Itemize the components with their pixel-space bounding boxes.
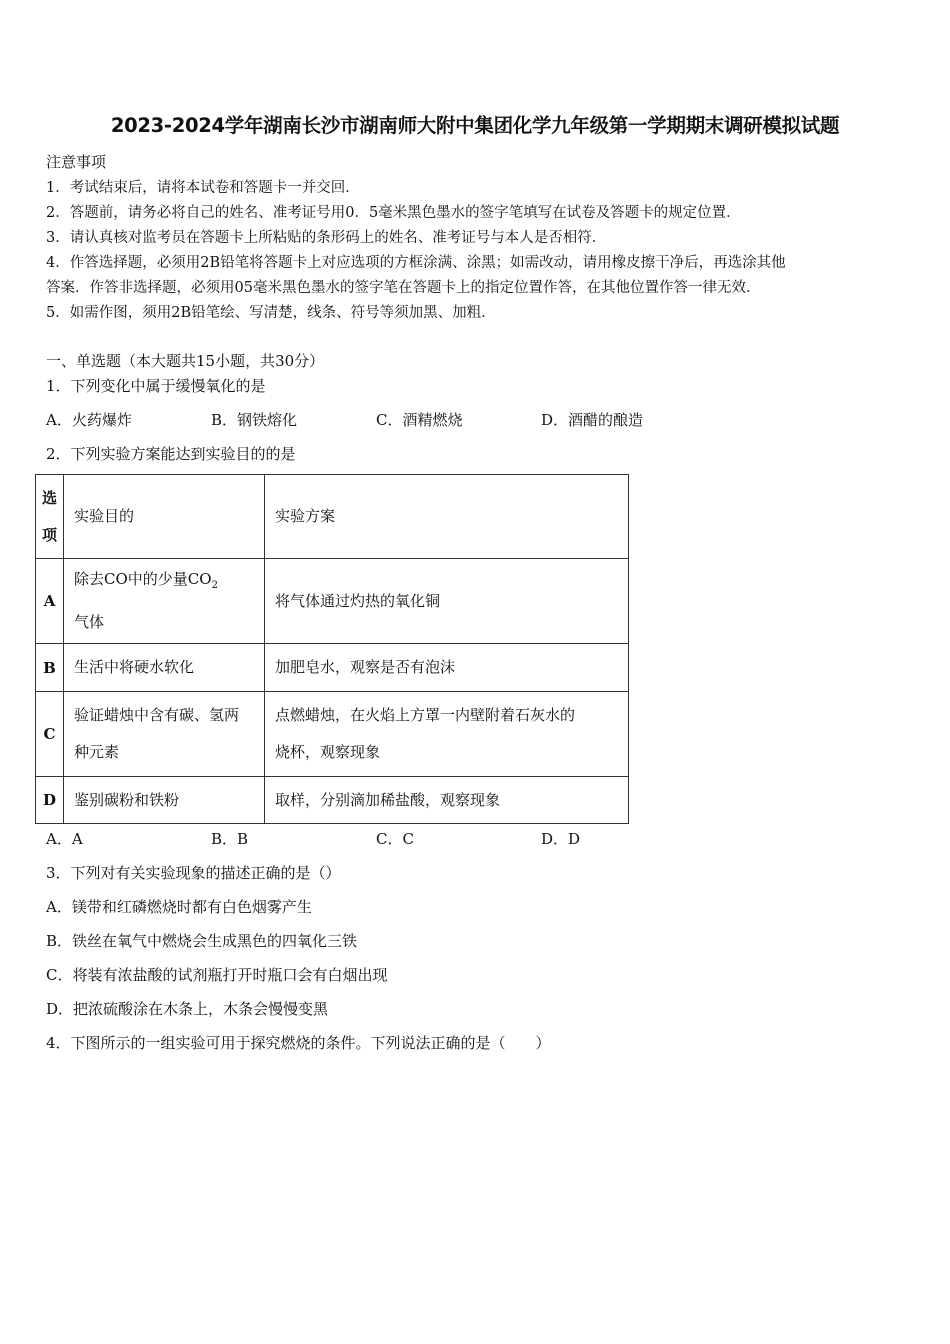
question-3-option-b: B．铁丝在氧气中燃烧会生成黑色的四氧化三铁 (46, 932, 358, 950)
table-row (36, 644, 629, 692)
section-heading: 一、单选题（本大题共15小题，共30分） (46, 352, 325, 370)
option-a: A．A (46, 830, 83, 848)
row-purpose: 除去CO中的少量$CO_2$ 气体 (64, 559, 265, 644)
row-option: C (36, 692, 64, 777)
question-4-stem: 4．下图所示的一组实验可用于探究燃烧的条件。下列说法正确的是（ ） (46, 1034, 551, 1052)
question-3-option-a: A．镁带和红磷燃烧时都有白色烟雾产生 (46, 898, 312, 916)
question-3-option-d: D．把浓硫酸涂在木条上，木条会慢慢变黑 (46, 1000, 329, 1018)
row-plan: 加肥皂水，观察是否有泡沫 (265, 644, 629, 692)
option-d: D．D (541, 830, 581, 848)
header-plan: 实验方案 (265, 475, 629, 559)
notice-item: 答案．作答非选择题，必须用05毫米黑色墨水的签字笔在答题卡上的指定位置作答，在其他位置作答一律无效． (46, 280, 761, 296)
row-purpose: 生活中将硬水软化 (64, 644, 265, 692)
row-plan: 点燃蜡烛，在火焰上方罩一内壁附着石灰水的 烧杯，观察现象 (265, 692, 629, 777)
question-3-stem: 3．下列对有关实验现象的描述正确的是（） (46, 864, 341, 882)
notice-item: 1．考试结束后，请将本试卷和答题卡一并交回． (46, 180, 360, 196)
option-c: C．酒精燃烧 (376, 411, 463, 429)
question-1-stem: 1．下列变化中属于缓慢氧化的是 (46, 377, 266, 395)
row-option: A (36, 559, 64, 644)
table-header-row (36, 475, 629, 559)
row-purpose: 验证蜡烛中含有碳、氢两 种元素 (64, 692, 265, 777)
option-a: A．火药爆炸 (46, 411, 132, 429)
option-c: C．C (376, 830, 414, 848)
row-plan: 取样，分别滴加稀盐酸，观察现象 (265, 777, 629, 824)
row-plan: 将气体通过灼热的氧化铜 (265, 559, 629, 644)
header-option: 选 项 (36, 475, 64, 559)
table-row (36, 777, 629, 824)
notice-item: 4．作答选择题，必须用2B铅笔将答题卡上对应选项的方框涂满、涂黑；如需改动，请用橡皮擦干净后，再选涂其他 (46, 255, 786, 271)
row-option: B (36, 644, 64, 692)
notice-item: 5．如需作图，须用2B铅笔绘、写清楚，线条、符号等须加黑、加粗． (46, 305, 496, 321)
notice-item: 2．答题前，请务必将自己的姓名、准考证号用0．5毫米黑色墨水的签字笔填写在试卷及答题卡的规定位置． (46, 205, 741, 221)
question-2-stem: 2．下列实验方案能达到实验目的的是 (46, 445, 296, 463)
option-b: B．钢铁熔化 (211, 411, 298, 429)
row-purpose: 鉴别碳粉和铁粉 (64, 777, 265, 824)
notice-heading: 注意事项 (46, 153, 107, 171)
option-d: D．酒醋的酿造 (541, 411, 644, 429)
exam-title: 2023-2024学年湖南长沙市湖南师大附中集团化学九年级第一学期期末调研模拟试题 (110, 114, 840, 137)
question-3-option-c: C．将装有浓盐酸的试剂瓶打开时瓶口会有白烟出现 (46, 966, 388, 984)
header-purpose: 实验目的 (64, 475, 265, 559)
experiment-table (35, 474, 629, 824)
table-row (36, 692, 629, 777)
option-b: B．B (211, 830, 249, 848)
table-row (36, 559, 629, 644)
notice-item: 3．请认真核对监考员在答题卡上所粘贴的条形码上的姓名、准考证号与本人是否相符． (46, 230, 607, 246)
row-option: D (36, 777, 64, 824)
